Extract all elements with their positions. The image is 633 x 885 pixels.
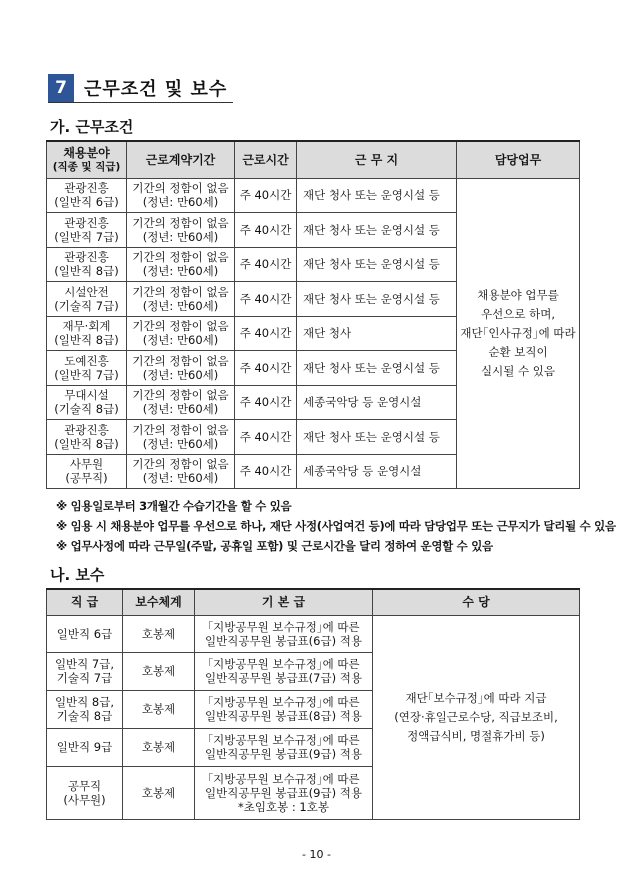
grade-cell: 일반직 7급, 기술직 7급 <box>47 652 123 690</box>
location-cell: 세종국악당 등 운영시설 <box>297 454 457 489</box>
contract-cell: 기간의 정함이 없음 (정년: 만60세) <box>127 213 235 248</box>
hours-cell: 주 40시간 <box>235 247 297 282</box>
contract-cell: 기간의 정함이 없음 (정년: 만60세) <box>127 385 235 420</box>
system-cell: 호봉제 <box>123 652 195 690</box>
header-contract: 근로계약기간 <box>127 141 235 178</box>
field-cell: 재무·회계 (일반직 8급) <box>47 316 127 351</box>
header-base: 기 본 급 <box>195 589 373 615</box>
base-pay-cell: ｢지방공무원 보수규정｣에 따른 일반직공무원 봉급표(9급) 적용 *초임호봉 : 1호봉 <box>195 766 373 819</box>
location-cell: 재단 청사 또는 운영시설 등 <box>297 178 457 213</box>
grade-cell: 일반직 6급 <box>47 615 123 652</box>
location-cell: 재단 청사 또는 운영시설 등 <box>297 247 457 282</box>
contract-cell: 기간의 정함이 없음 (정년: 만60세) <box>127 351 235 386</box>
allowance-cell: 재단｢보수규정｣에 따라 지급 (연장·휴일근로수당, 직급보조비, 정액급식비, 명절휴가비 등) <box>373 615 580 819</box>
hours-cell: 주 40시간 <box>235 316 297 351</box>
section-title: 근무조건 및 보수 <box>84 79 228 100</box>
hours-cell: 주 40시간 <box>235 351 297 386</box>
base-pay-cell: ｢지방공무원 보수규정｣에 따른 일반직공무원 봉급표(9급) 적용 <box>195 728 373 766</box>
system-cell: 호봉제 <box>123 728 195 766</box>
contract-cell: 기간의 정함이 없음 (정년: 만60세) <box>127 454 235 489</box>
grade-cell: 일반직 8급, 기술직 8급 <box>47 690 123 728</box>
field-cell: 관광진흥 (일반직 6급) <box>47 178 127 213</box>
header-allowance: 수 당 <box>373 589 580 615</box>
hours-cell: 주 40시간 <box>235 454 297 489</box>
field-cell: 시설안전 (기술직 7급) <box>47 282 127 317</box>
section-underline <box>48 102 233 103</box>
system-cell: 호봉제 <box>123 615 195 652</box>
contract-cell: 기간의 정함이 없음 (정년: 만60세) <box>127 282 235 317</box>
field-cell: 사무원 (공무직) <box>47 454 127 489</box>
header-system: 보수체계 <box>123 589 195 615</box>
note-1: ※ 임용일로부터 3개월간 수습기간을 할 수 있음 <box>56 499 292 513</box>
page-number: - 10 - <box>302 848 331 861</box>
base-pay-cell: ｢지방공무원 보수규정｣에 따른 일반직공무원 봉급표(6급) 적용 <box>195 615 373 652</box>
hours-cell: 주 40시간 <box>235 420 297 455</box>
header-grade: 직 급 <box>47 589 123 615</box>
pay-table <box>46 588 580 820</box>
field-cell: 관광진흥 (일반직 8급) <box>47 420 127 455</box>
contract-cell: 기간의 정함이 없음 (정년: 만60세) <box>127 316 235 351</box>
contract-cell: 기간의 정함이 없음 (정년: 만60세) <box>127 420 235 455</box>
field-cell: 무대시설 (기술직 8급) <box>47 385 127 420</box>
duty-cell: 채용분야 업무를 우선으로 하며, 재단｢인사규정｣에 따라 순환 보직이 실시될 수 있음 <box>457 178 580 489</box>
field-cell: 관광진흥 (일반직 7급) <box>47 213 127 248</box>
contract-cell: 기간의 정함이 없음 (정년: 만60세) <box>127 247 235 282</box>
note-3: ※ 업무사정에 따라 근무일(주말, 공휴일 포함) 및 근로시간을 달리 정하여 운영할 수 있음 <box>56 539 493 553</box>
location-cell: 세종국악당 등 운영시설 <box>297 385 457 420</box>
hours-cell: 주 40시간 <box>235 385 297 420</box>
table-row <box>47 615 580 652</box>
location-cell: 재단 청사 또는 운영시설 등 <box>297 213 457 248</box>
grade-cell: 공무직 (사무원) <box>47 766 123 819</box>
hours-cell: 주 40시간 <box>235 282 297 317</box>
grade-cell: 일반직 9급 <box>47 728 123 766</box>
base-pay-cell: ｢지방공무원 보수규정｣에 따른 일반직공무원 봉급표(7급) 적용 <box>195 652 373 690</box>
field-cell: 도예진흥 (일반직 7급) <box>47 351 127 386</box>
system-cell: 호봉제 <box>123 766 195 819</box>
work-conditions-table <box>46 140 580 489</box>
base-pay-cell: ｢지방공무원 보수규정｣에 따른 일반직공무원 봉급표(8급) 적용 <box>195 690 373 728</box>
table-row <box>47 178 580 213</box>
system-cell: 호봉제 <box>123 690 195 728</box>
header-location: 근 무 지 <box>297 141 457 178</box>
note-2: ※ 임용 시 채용분야 업무를 우선으로 하나, 재단 사정(사업여건 등)에 따라 담당업무 또는 근무지가 달리될 수 있음 <box>56 519 616 533</box>
notes <box>56 496 616 556</box>
section-header <box>48 74 227 102</box>
header-duty: 담당업무 <box>457 141 580 178</box>
header-field: 채용분야 (직종 및 직급) <box>47 141 127 178</box>
pay-title: 나. 보수 <box>50 566 105 584</box>
location-cell: 재단 청사 또는 운영시설 등 <box>297 282 457 317</box>
location-cell: 재단 청사 또는 운영시설 등 <box>297 351 457 386</box>
location-cell: 재단 청사 <box>297 316 457 351</box>
section-number: 7 <box>48 74 74 102</box>
hours-cell: 주 40시간 <box>235 213 297 248</box>
hours-cell: 주 40시간 <box>235 178 297 213</box>
contract-cell: 기간의 정함이 없음 (정년: 만60세) <box>127 178 235 213</box>
work-conditions-title: 가. 근무조건 <box>50 118 134 136</box>
location-cell: 재단 청사 또는 운영시설 등 <box>297 420 457 455</box>
field-cell: 관광진흥 (일반직 8급) <box>47 247 127 282</box>
header-hours: 근로시간 <box>235 141 297 178</box>
